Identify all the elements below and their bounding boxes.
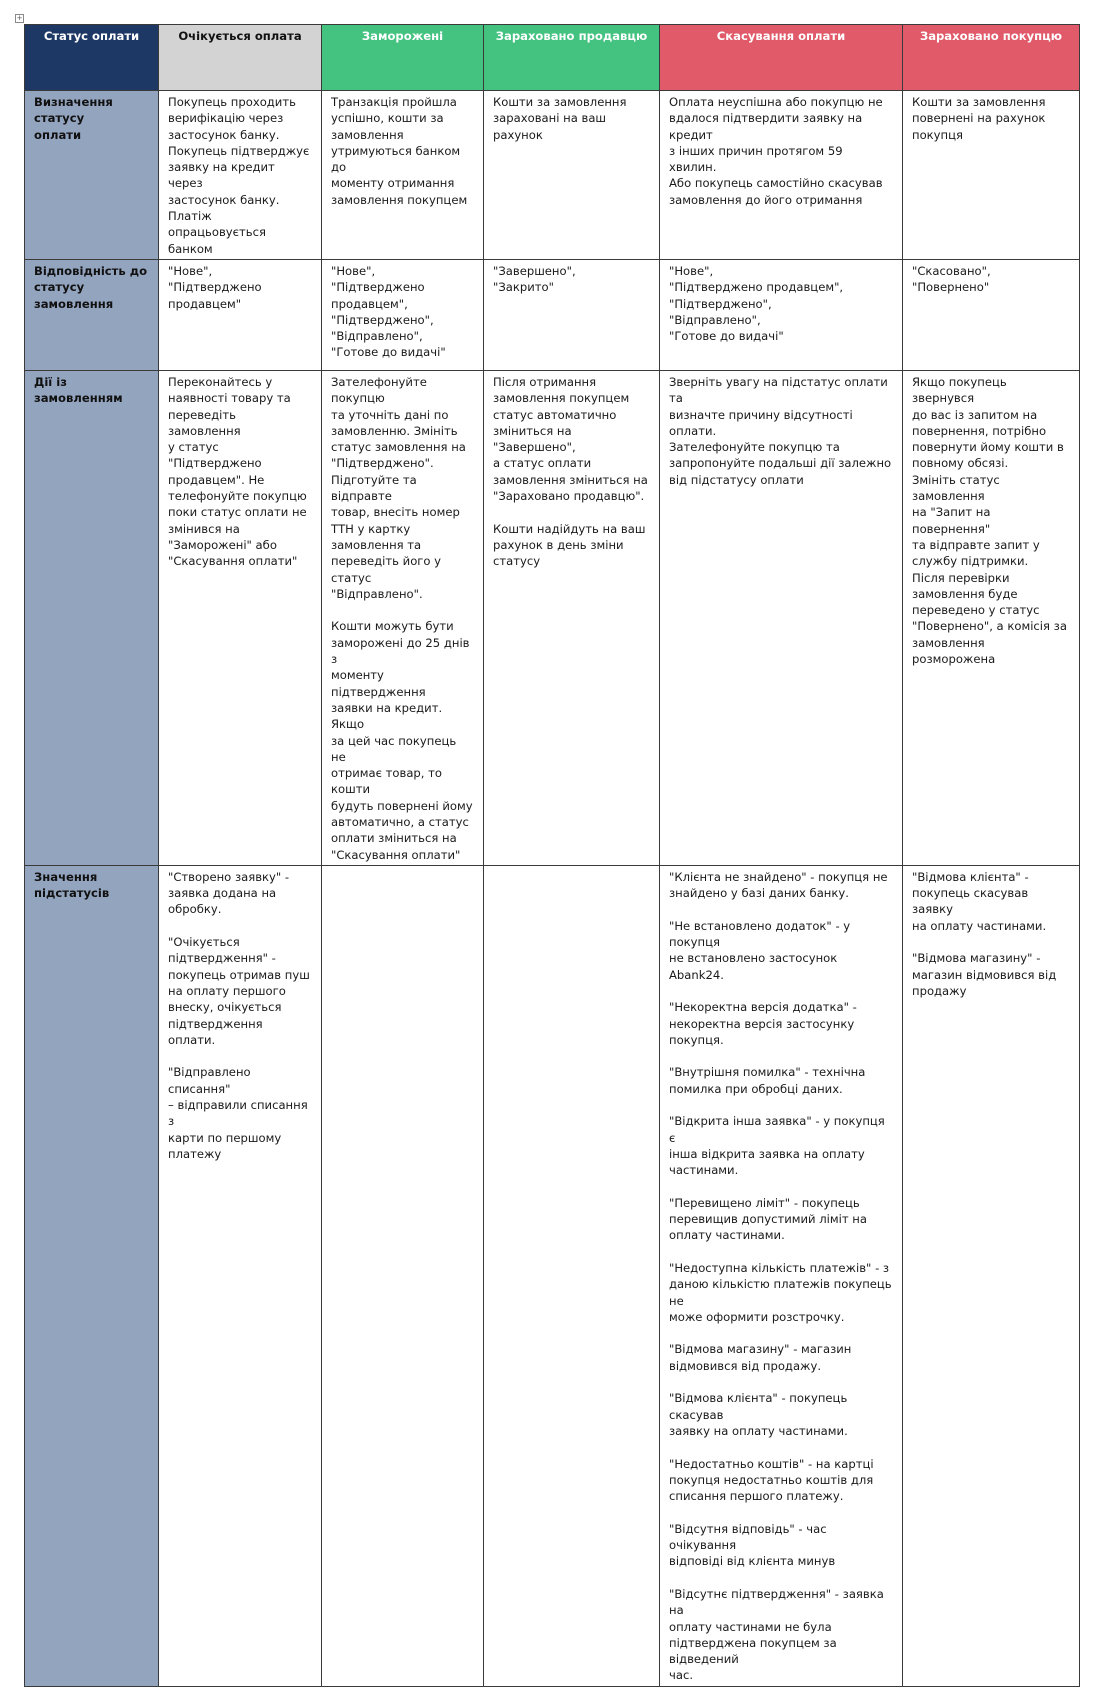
table-cell: Транзакція пройшла успішно, кошти за замовлення утримуються банком до моменту отримання замовлення покупцем bbox=[322, 91, 484, 260]
table-move-handle-icon[interactable]: + bbox=[16, 14, 23, 22]
table-cell: "Скасовано", "Повернено" bbox=[903, 259, 1080, 370]
header-corner-status: Статус оплати bbox=[25, 25, 159, 91]
table-cell: Покупець проходить верифікацію через застосунок банку. Покупець підтверджує заявку на кредит через застосунок банку. Платіж опрацьовується банком bbox=[159, 91, 322, 260]
row-label-substatus-meanings: Значення підстатусів bbox=[25, 865, 159, 1686]
table-cell: Кошти за замовлення зараховані на ваш рахунок bbox=[484, 91, 660, 260]
row-label-order-actions: Дії із замовленням bbox=[25, 370, 159, 865]
row-label-order-status-match: Відповідність до статусу замовлення bbox=[25, 259, 159, 370]
table-cell: "Нове", "Підтверджено продавцем" bbox=[159, 259, 322, 370]
table-cell: Оплата неуспішна або покупцю не вдалося підтвердити заявку на кредит з інших причин протягом 59 хвилин. Або покупець самостійно скасував замовлення до його отримання bbox=[660, 91, 903, 260]
table-cell: Якщо покупець звернувся до вас із запитом на повернення, потрібно повернути йому кошти в повному обсязі. Змініть статус замовлення на "Запит на повернення" та відправте запит у службу підтримки. Після перевірки замовлення буде переведено у статус "Повернено", а комісія за замовлення розморожена bbox=[903, 370, 1080, 865]
table-cell: Після отримання замовлення покупцем статус автоматично зміниться на "Завершено", а статус оплати замовлення зміниться на "Зараховано продавцю". Кошти надійдуть на ваш рахунок в день зміни статусу bbox=[484, 370, 660, 865]
header-frozen: Заморожені bbox=[322, 25, 484, 91]
table-cell: "Клієнта не знайдено" - покупця не знайдено у базі даних банку. "Не встановлено додаток" - у покупця не встановлено застосунок Abank24. "Некоректна версія додатка" - некоректна версія застосунку покупця. "Внутрішня помилка" - технічна помилка при обробці даних. "Відкрита інша заявка" - у покупця є інша відкрита заявка на оплату частинами. "Перевищено ліміт" - покупець перевищив допустимий ліміт на оплату частинами. "Недоступна кількість платежів" - з даною кількістю платежів покупець не може оформити розстрочку. "Відмова магазину" - магазин відмовився від продажу. "Відмова клієнта" - покупець скасував заявку на оплату частинами. "Недостатньо коштів" - на картці покупця недостатньо коштів для списання першого платежу. "Відсутня відповідь" - час очікування відповіді від клієнта минув "Відсутнє підтвердження" - заявка на оплату частинами не була підтверджена покупцем за відведений час. bbox=[660, 865, 903, 1686]
table-row bbox=[25, 865, 1080, 1686]
payment-status-table bbox=[24, 24, 1080, 1687]
table-cell: "Завершено", "Закрито" bbox=[484, 259, 660, 370]
table-cell: "Нове", "Підтверджено продавцем", "Підтверджено", "Відправлено", "Готове до видачі" bbox=[322, 259, 484, 370]
table-header-row bbox=[25, 25, 1080, 91]
table-cell: Зверніть увагу на підстатус оплати та визначте причину відсутності оплати. Зателефонуйте покупцю та запропонуйте подальші дії залежно від підстатусу оплати bbox=[660, 370, 903, 865]
table-row bbox=[25, 259, 1080, 370]
row-label-status-definition: Визначення статусу оплати bbox=[25, 91, 159, 260]
table-cell: "Відмова клієнта" - покупець скасував заявку на оплату частинами. "Відмова магазину" - магазин відмовився від продажу bbox=[903, 865, 1080, 1686]
table-cell: "Створено заявку" - заявка додана на обробку. "Очікується підтвердження" - покупець отримав пуш на оплату першого внеску, очікується підтвердження оплати. "Відправлено списання" – відправили списання з карти по першому платежу bbox=[159, 865, 322, 1686]
table-cell: Переконайтесь у наявності товару та переведіть замовлення у статус "Підтверджено продавцем". Не телефонуйте покупцю поки статус оплати не змінився на "Заморожені" або "Скасування оплати" bbox=[159, 370, 322, 865]
table-row bbox=[25, 91, 1080, 260]
header-credited-seller: Зараховано продавцю bbox=[484, 25, 660, 91]
header-awaiting-payment: Очікується оплата bbox=[159, 25, 322, 91]
table-cell: Кошти за замовлення повернені на рахунок покупця bbox=[903, 91, 1080, 260]
header-payment-cancelled: Скасування оплати bbox=[660, 25, 903, 91]
table-cell bbox=[484, 865, 660, 1686]
header-credited-buyer: Зараховано покупцю bbox=[903, 25, 1080, 91]
table-cell: Зателефонуйте покупцю та уточніть дані по замовленню. Змініть статус замовлення на "Підтверджено". Підготуйте та відправте товар, внесіть номер ТТН у картку замовлення та переведіть його у статус "Відправлено". Кошти можуть бути заморожені до 25 днів з моменту підтвердження заявки на кредит. Якщо за цей час покупець не отримає товар, то кошти будуть повернені йому автоматично, а статус оплати зміниться на "Скасування оплати" bbox=[322, 370, 484, 865]
table-cell bbox=[322, 865, 484, 1686]
table-row bbox=[25, 370, 1080, 865]
table-cell: "Нове", "Підтверджено продавцем", "Підтверджено", "Відправлено", "Готове до видачі" bbox=[660, 259, 903, 370]
